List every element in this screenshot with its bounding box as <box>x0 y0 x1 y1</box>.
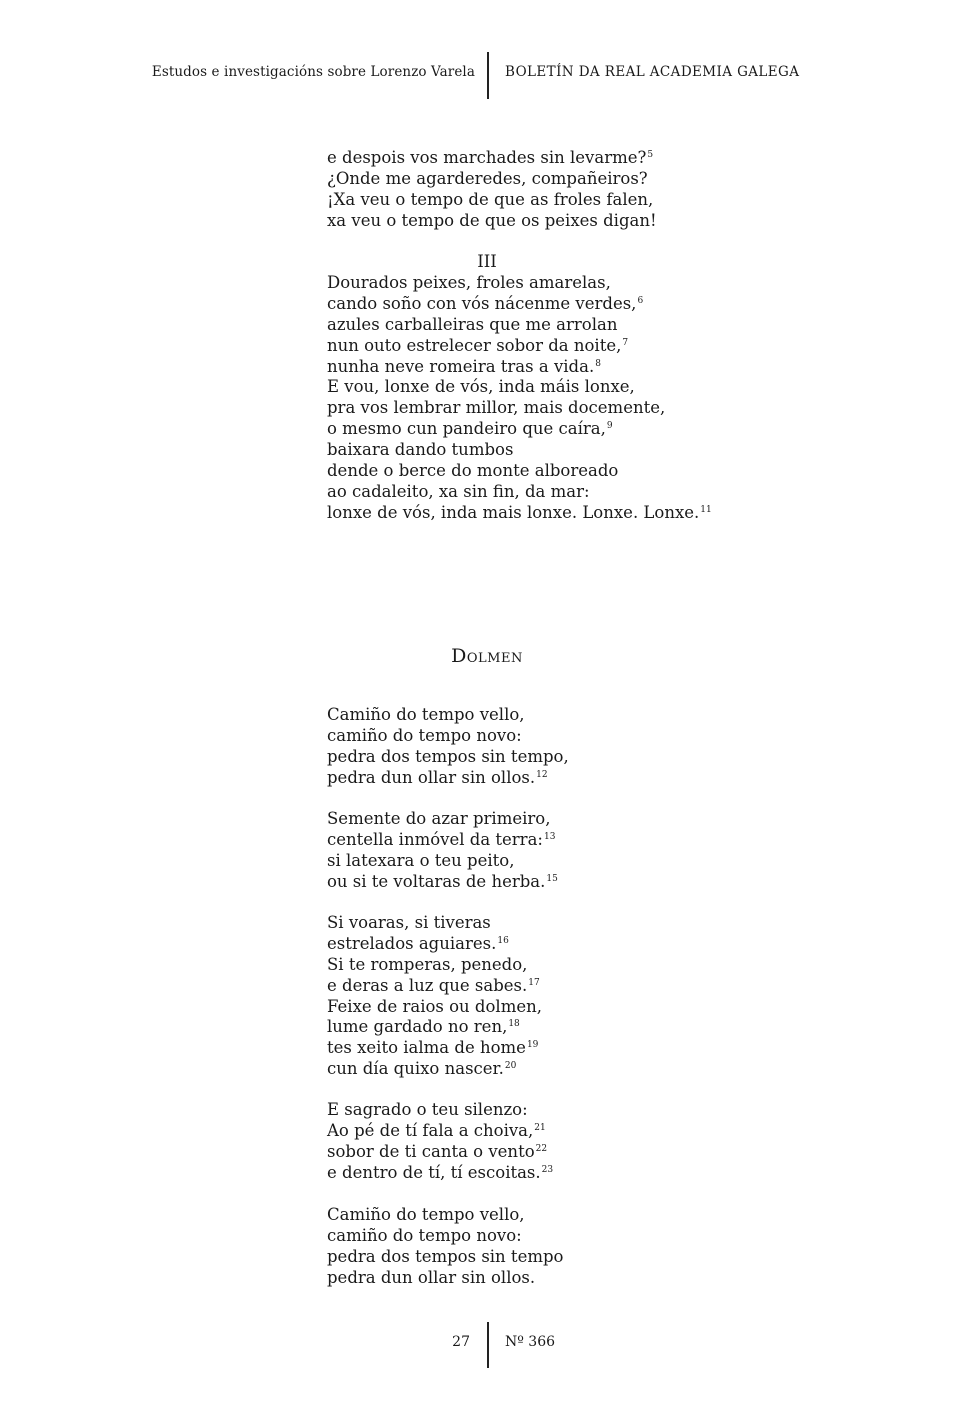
footnote-marker: 9 <box>606 421 613 432</box>
footnote-marker: 16 <box>497 935 509 946</box>
verse-text: ou si te voltaras de herba. <box>327 871 546 891</box>
verse-text: si latexara o teu peito, <box>327 850 515 870</box>
verse-line <box>327 726 569 747</box>
dolmen-stanza-2 <box>327 809 558 893</box>
page-number: 27 <box>452 1334 470 1350</box>
verse-text: e deras a luz que sabes. <box>327 975 528 995</box>
verse-text: ¡Xa veu o tempo de que as froles falen, <box>327 189 654 209</box>
verse-line <box>327 976 542 997</box>
verse-line <box>327 273 712 294</box>
verse-line <box>327 461 712 482</box>
verse-line <box>327 357 712 378</box>
verse-line <box>327 934 542 955</box>
verse-text: Si te romperas, penedo, <box>327 954 528 974</box>
verse-line <box>327 768 569 789</box>
verse-text: centella inmóvel da terra: <box>327 829 543 849</box>
dolmen-stanza-5 <box>327 1205 563 1289</box>
verse-line <box>327 809 558 830</box>
verse-line <box>327 997 542 1018</box>
verse-text: e despois vos marchades sin levarme? <box>327 148 647 167</box>
verse-line <box>327 190 657 211</box>
verse-text: E sagrado o teu silenzo: <box>327 1100 528 1119</box>
verse-text: pra vos lembrar millor, mais docemente, <box>327 398 666 418</box>
verse-line <box>327 1142 553 1163</box>
verse-text: lume gardado no ren, <box>327 1017 508 1037</box>
poem1-top-lines <box>327 148 657 232</box>
verse-text: ¿Onde me agarderedes, compañeiros? <box>327 168 648 188</box>
verse-text: tes xeito ialma de home <box>327 1038 526 1058</box>
verse-text: pedra dun ollar sin ollos. <box>327 1267 536 1287</box>
verse-line <box>327 955 542 976</box>
verse-text: camiño do tempo novo: <box>327 725 522 745</box>
verse-text: lonxe de vós, inda mais lonxe. Lonxe. Lonxe. <box>327 502 700 522</box>
verse-text: Dourados peixes, froles amarelas, <box>327 273 611 292</box>
footnote-marker: 19 <box>526 1040 539 1051</box>
verse-text: Camiño do tempo vello, <box>327 705 525 724</box>
verse-line <box>327 419 712 440</box>
poem1-section3-lines <box>327 273 712 524</box>
verse-line <box>327 336 712 357</box>
verse-line <box>327 377 712 398</box>
verse-line <box>327 1038 542 1059</box>
verse-line <box>327 1163 553 1184</box>
verse-text: o mesmo cun pandeiro que caíra, <box>327 419 606 439</box>
verse-text: nunha neve romeira tras a vida. <box>327 356 595 376</box>
footnote-marker: 11 <box>700 504 712 515</box>
section-number: III <box>477 252 497 271</box>
verse-text: Feixe de raios ou dolmen, <box>327 996 542 1016</box>
verse-text: Semente do azar primeiro, <box>327 809 551 828</box>
verse-text: baixara dando tumbos <box>327 440 514 460</box>
footnote-marker: 23 <box>541 1164 554 1175</box>
verse-text: sobor de ti canta o vento <box>327 1141 535 1161</box>
verse-text: ao cadaleito, xa sin fin, da mar: <box>327 481 590 501</box>
header-divider <box>487 52 489 99</box>
verse-line <box>327 872 558 893</box>
verse-line <box>327 398 712 419</box>
verse-text: Si voaras, si tiveras <box>327 913 491 932</box>
verse-line <box>327 1100 553 1121</box>
footnote-marker: 20 <box>504 1061 517 1072</box>
poem-title: Dolmen <box>451 645 523 667</box>
verse-text: Camiño do tempo vello, <box>327 1205 525 1224</box>
verse-line <box>327 440 712 461</box>
verse-line <box>327 211 657 232</box>
verse-line <box>327 1268 563 1289</box>
verse-line <box>327 851 558 872</box>
verse-text: nun outo estrelecer sobor da noite, <box>327 335 622 355</box>
footnote-marker: 15 <box>546 873 558 884</box>
footnote-marker: 17 <box>528 977 540 988</box>
verse-line <box>327 913 542 934</box>
verse-line <box>327 315 712 336</box>
verse-text: azules carballeiras que me arrolan <box>327 314 618 334</box>
footnote-marker: 8 <box>595 358 601 369</box>
verse-line <box>327 747 569 768</box>
verse-text: Ao pé de tí fala a choiva, <box>327 1120 534 1140</box>
verse-line <box>327 1059 542 1080</box>
issue-number: Nº 366 <box>505 1334 556 1350</box>
footer-divider <box>487 1322 489 1368</box>
verse-text: xa veu o tempo de que os peixes digan! <box>327 210 657 230</box>
verse-text: pedra dun ollar sin ollos. <box>327 767 536 787</box>
footnote-marker: 13 <box>543 831 556 842</box>
verse-text: estrelados aguiares. <box>327 933 497 953</box>
verse-line <box>327 503 712 524</box>
running-header-right: BOLETÍN DA REAL ACADEMIA GALEGA <box>505 64 800 80</box>
verse-line <box>327 705 569 726</box>
dolmen-stanza-4 <box>327 1100 553 1184</box>
verse-text: E vou, lonxe de vós, inda máis lonxe, <box>327 377 635 397</box>
dolmen-stanza-3 <box>327 913 542 1080</box>
verse-text: cando soño con vós nácenme verdes, <box>327 293 637 313</box>
verse-line <box>327 482 712 503</box>
verse-text: pedra dos tempos sin tempo <box>327 1246 564 1266</box>
verse-text: pedra dos tempos sin tempo, <box>327 746 569 766</box>
verse-line <box>327 1247 563 1268</box>
footnote-marker: 12 <box>536 769 548 780</box>
running-header-left: Estudos e investigacións sobre Lorenzo Varela <box>151 64 475 80</box>
verse-line <box>327 294 712 315</box>
verse-line <box>327 1017 542 1038</box>
footnote-marker: 6 <box>637 295 644 306</box>
dolmen-stanza-1 <box>327 705 569 789</box>
verse-text: dende o berce do monte alboreado <box>327 461 619 481</box>
verse-text: e dentro de tí, tí escoitas. <box>327 1162 541 1182</box>
verse-line <box>327 148 657 169</box>
verse-text: cun día quixo nascer. <box>327 1059 504 1079</box>
verse-line <box>327 169 657 190</box>
verse-line <box>327 1121 553 1142</box>
footnote-marker: 21 <box>534 1122 546 1133</box>
footnote-marker: 22 <box>535 1143 548 1154</box>
verse-text: camiño do tempo novo: <box>327 1225 522 1245</box>
verse-line <box>327 830 558 851</box>
footnote-marker: 5 <box>647 150 654 160</box>
footnote-marker: 7 <box>622 337 629 348</box>
verse-line <box>327 1205 563 1226</box>
verse-line <box>327 1226 563 1247</box>
footnote-marker: 18 <box>508 1019 520 1030</box>
